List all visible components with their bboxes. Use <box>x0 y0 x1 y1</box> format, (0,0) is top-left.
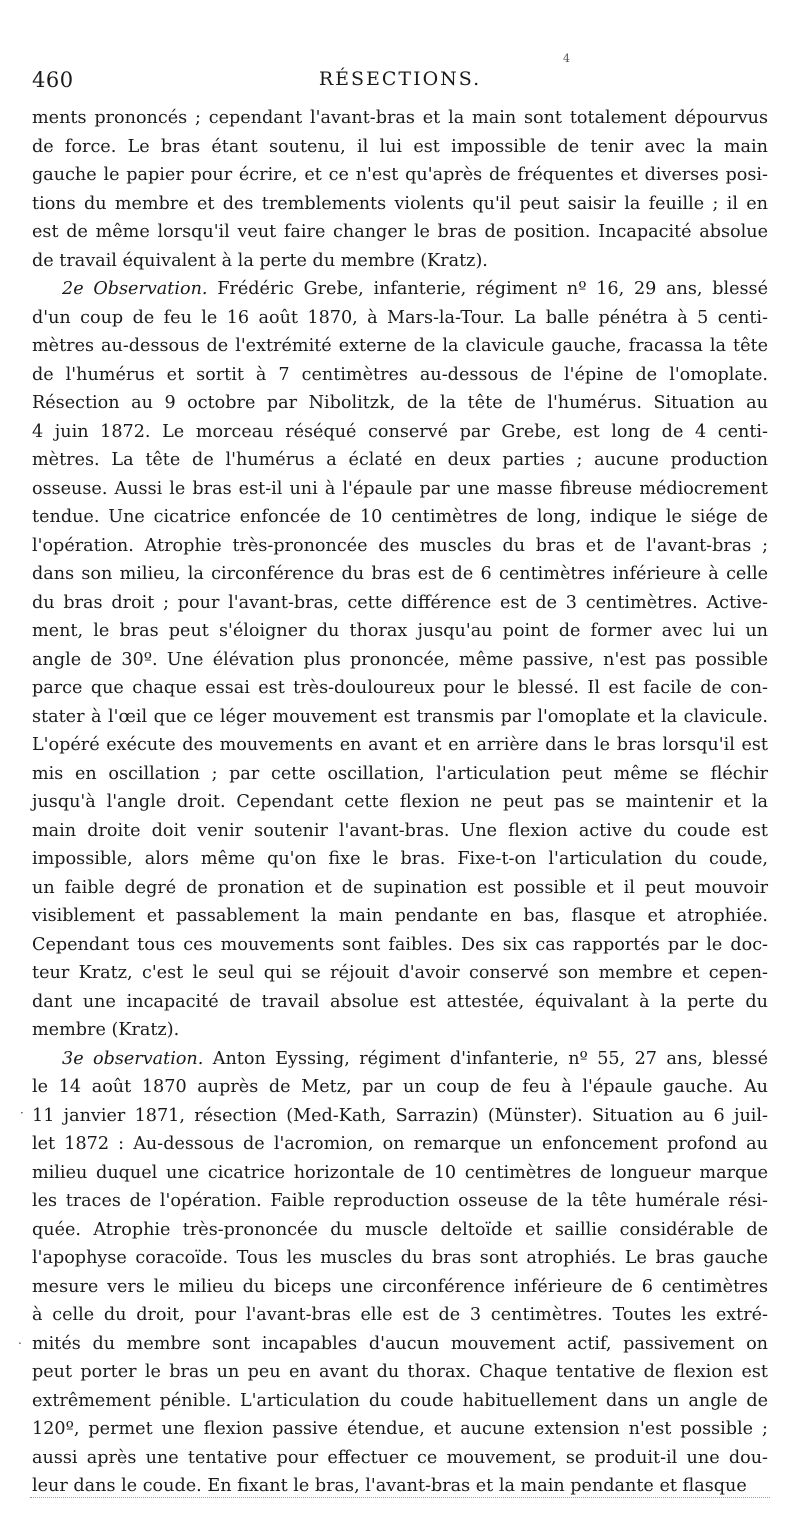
text-line <box>32 617 768 646</box>
line-text: Résection au 9 octobre par Nibolitzk, de la tête de l'humérus. Situation au <box>32 393 768 413</box>
text-line <box>32 1073 768 1102</box>
text-line <box>32 874 768 903</box>
text-line <box>32 475 768 504</box>
line-text: milieu duquel une cicatrice horizontale de 10 centimètres de longueur marque <box>32 1162 768 1183</box>
text-line <box>32 190 768 219</box>
line-text: mesure vers le milieu du biceps une circonférence inférieure de 6 centimètres <box>32 1276 768 1297</box>
line-text: Frédéric Grebe, infanterie, régiment nº 16, 29 ans, blessé <box>217 279 768 299</box>
text-line <box>32 133 768 162</box>
line-text: mètres au-dessous de l'extrémité externe de la clavicule gauche, fracassa la tête <box>32 336 768 356</box>
text-line <box>32 104 768 133</box>
margin-mark: · <box>20 1106 24 1120</box>
line-text: stater à l'œil que ce léger mouvement est transmis par l'omoplate et la clavicule. <box>32 706 768 727</box>
text-line <box>32 361 768 390</box>
line-text: le 14 août 1870 auprès de Metz, par un coup de feu à l'épaule gauche. Au <box>32 1077 768 1097</box>
text-line <box>32 1016 768 1045</box>
line-text: mités du membre sont incapables d'aucun mouvement actif, passivement on <box>32 1333 768 1354</box>
running-title: RÉSECTIONS. <box>318 68 482 90</box>
text-line <box>32 1358 768 1387</box>
line-text: 4 juin 1872. Le morceau réséqué conservé par Grebe, est long de 4 centi- <box>32 421 768 442</box>
text-line <box>32 247 768 276</box>
text-line <box>32 959 768 988</box>
line-text: d'un coup de feu le 16 août 1870, à Mars-la-Tour. La balle pénétra à 5 centi- <box>32 307 768 328</box>
text-line <box>32 674 768 703</box>
line-text: angle de 30º. Une élévation plus prononcée, même passive, n'est pas possible <box>32 649 768 670</box>
page-header <box>32 68 768 98</box>
line-text: dant une incapacité de travail absolue est attestée, équivalant à la perte du <box>32 991 768 1012</box>
paragraph <box>32 275 768 1045</box>
text-line <box>32 1187 768 1216</box>
line-text: ment, le bras peut s'éloigner du thorax jusqu'au point de former avec lui un <box>32 621 768 641</box>
text-line <box>32 931 768 960</box>
line-text: Anton Eyssing, régiment d'infanterie, nº 55, 27 ans, blessé <box>212 1048 768 1069</box>
text-line <box>32 1216 768 1245</box>
text-line <box>32 1387 768 1416</box>
line-text: aussi après une tentative pour effectuer ce mouvement, se produit-il une dou- <box>32 1447 768 1468</box>
line-text: extrêmement pénible. L'articulation du coude habituellement dans un angle de <box>32 1390 768 1411</box>
line-text: un faible degré de pronation et de supination est possible et il peut mouvoir <box>32 877 768 898</box>
line-text: de force. Le bras étant soutenu, il lui est impossible de tenir avec la main <box>32 136 768 157</box>
text-line <box>32 731 768 760</box>
text-line <box>32 1301 768 1330</box>
text-line <box>32 332 768 361</box>
line-text: impossible, alors même qu'on fixe le bras. Fixe-t-on l'articulation du coude, <box>32 849 768 869</box>
line-text: visiblement et passablement la main pendante en bas, flasque et atrophiée. <box>32 906 768 926</box>
line-text: let 1872 : Au-dessous de l'acromion, on remarque un enfoncement profond au <box>32 1134 768 1154</box>
line-text: l'apophyse coracoïde. Tous les muscles du bras sont atrophiés. Le bras gauche <box>32 1248 768 1268</box>
text-line <box>32 1273 768 1302</box>
text-line <box>32 1415 768 1444</box>
margin-mark: . <box>18 1333 22 1347</box>
text-line <box>32 532 768 561</box>
line-text: ments prononcés ; cependant l'avant-bras et la main sont totalement dépourvus <box>32 108 768 128</box>
text-line <box>32 560 768 589</box>
line-text: osseuse. Aussi le bras est-il uni à l'épaule par une masse fibreuse médiocrement <box>32 478 768 499</box>
text-line <box>32 902 768 931</box>
text-line <box>32 1102 768 1131</box>
line-text: mis en oscillation ; par cette oscillation, l'articulation peut même se fléchir <box>32 763 768 784</box>
text-line <box>32 788 768 817</box>
text-line <box>32 418 768 447</box>
line-text: tions du membre et des tremblements violents qu'il peut saisir la feuille ; il en <box>32 193 768 214</box>
text-line <box>32 646 768 675</box>
line-text: Cependant tous ces mouvements sont faibles. Des six cas rapportés par le doc- <box>32 934 768 955</box>
text-line <box>32 304 768 333</box>
line-text: main droite doit venir soutenir l'avant-bras. Une flexion active du coude est <box>32 820 768 841</box>
text-line <box>32 1159 768 1188</box>
line-text: de l'humérus et sortit à 7 centimètres au-dessous de l'épine de l'omoplate. <box>32 364 768 385</box>
line-text: teur Kratz, c'est le seul qui se réjouit d'avoir conservé son membre et cepen- <box>32 963 768 983</box>
text-line <box>32 503 768 532</box>
line-text: est de même lorsqu'il veut faire changer le bras de position. Incapacité absolue <box>32 222 768 242</box>
text-line <box>32 1045 768 1074</box>
line-text: gauche le papier pour écrire, et ce n'est qu'après de fréquentes et diverses posi- <box>32 165 768 185</box>
text-line <box>32 446 768 475</box>
line-text: de travail équivalent à la perte du membre (Kratz). <box>32 250 488 271</box>
text-line <box>32 1444 768 1473</box>
line-text: 11 janvier 1871, résection (Med-Kath, Sarrazin) (Münster). Situation au 6 juil- <box>32 1105 768 1126</box>
text-line <box>32 703 768 732</box>
text-line <box>32 1330 768 1359</box>
top-ink-mark: 4 <box>563 52 570 65</box>
line-text: peut porter le bras un peu en avant du thorax. Chaque tentative de flexion est <box>32 1362 768 1382</box>
text-line <box>32 845 768 874</box>
line-text: dans son milieu, la circonférence du bras est de 6 centimètres inférieure à celle <box>32 564 768 584</box>
observation-label: 2e Observation. <box>62 279 208 299</box>
line-text: les traces de l'opération. Faible reproduction osseuse de la tête humérale rési- <box>32 1191 768 1211</box>
line-text: membre (Kratz). <box>32 1020 180 1040</box>
line-text: l'opération. Atrophie très-prononcée des muscles du bras et de l'avant-bras ; <box>32 535 768 556</box>
line-text: mètres. La tête de l'humérus a éclaté en deux parties ; aucune production <box>32 450 768 470</box>
text-line <box>32 389 768 418</box>
body-text <box>32 104 768 1501</box>
observation-label: 3e observation. <box>62 1048 204 1069</box>
text-line <box>32 1130 768 1159</box>
line-text: du bras droit ; pour l'avant-bras, cette différence est de 3 centimètres. Active- <box>32 592 768 613</box>
text-line <box>32 589 768 618</box>
line-text: tendue. Une cicatrice enfoncée de 10 centimètres de long, indique le siége de <box>32 507 768 527</box>
text-line <box>32 275 768 304</box>
text-line <box>32 1244 768 1273</box>
line-text: parce que chaque essai est très-douloureux pour le blessé. Il est facile de con- <box>32 678 768 698</box>
line-text: jusqu'à l'angle droit. Cependant cette flexion ne peut pas se maintenir et la <box>32 792 768 812</box>
line-text: leur dans le coude. En fixant le bras, l'avant-bras et la main pendante et flasque <box>32 1476 747 1496</box>
text-line <box>32 988 768 1017</box>
footer-rule <box>30 1497 770 1498</box>
line-text: L'opéré exécute des mouvements en avant et en arrière dans le bras lorsqu'il est <box>32 735 768 755</box>
line-text: quée. Atrophie très-prononcée du muscle deltoïde et saillie considérable de <box>32 1219 768 1240</box>
line-text: 120º, permet une flexion passive étendue, et aucune extension n'est possible ; <box>32 1419 768 1439</box>
text-line <box>32 218 768 247</box>
paragraph <box>32 104 768 275</box>
text-line <box>32 817 768 846</box>
page-number: 460 <box>32 68 74 92</box>
line-text: à celle du droit, pour l'avant-bras elle est de 3 centimètres. Toutes les extré- <box>32 1305 768 1325</box>
paragraph <box>32 1045 768 1501</box>
text-line <box>32 760 768 789</box>
text-line <box>32 161 768 190</box>
